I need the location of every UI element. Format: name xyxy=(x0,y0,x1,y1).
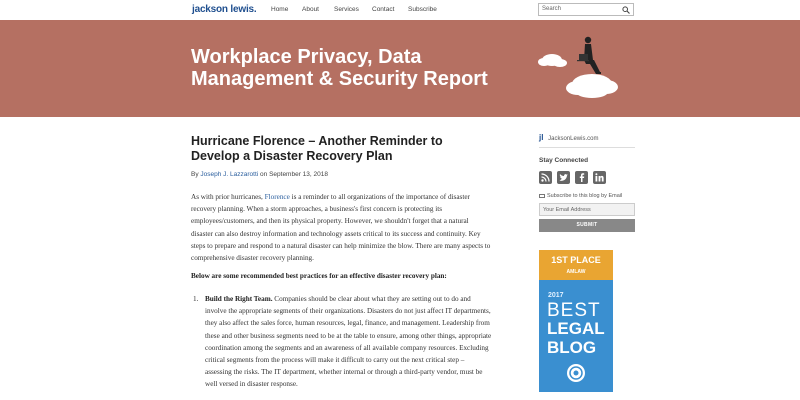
list-item-number: 1. xyxy=(193,295,199,303)
top-nav-bar xyxy=(0,0,800,20)
award-seal-icon xyxy=(565,362,587,384)
badge-org: AMLAW xyxy=(566,269,586,275)
nav-services[interactable]: Services xyxy=(334,6,359,13)
linkedin-icon[interactable] xyxy=(593,171,606,184)
nav-home[interactable]: Home xyxy=(271,6,289,13)
nav-about[interactable]: About xyxy=(302,6,319,13)
rss-icon[interactable] xyxy=(539,171,552,184)
hero-banner xyxy=(0,20,800,117)
nav-contact[interactable]: Contact xyxy=(372,6,395,13)
email-field[interactable] xyxy=(539,203,635,216)
search-placeholder: Search xyxy=(542,6,562,12)
florence-link[interactable]: Florence xyxy=(264,193,290,201)
twitter-icon[interactable] xyxy=(557,171,570,184)
subscribe-note: Subscribe to this blog by Email xyxy=(539,193,622,199)
site-link[interactable]: jl JacksonLewis.com xyxy=(539,133,599,142)
facebook-icon[interactable] xyxy=(575,171,588,184)
badge-line-best: BEST xyxy=(547,300,601,321)
author-link[interactable]: Joseph J. Lazzarotti xyxy=(200,171,259,178)
list-intro: Below are some recommended best practices for an effective disaster recovery plan: xyxy=(191,272,447,280)
person-on-cloud-illustration xyxy=(530,30,630,110)
badge-place: 1ST PLACE xyxy=(551,255,601,265)
badge-line-legal: LEGAL xyxy=(547,319,605,338)
search-icon[interactable] xyxy=(622,6,630,14)
article-byline: By Joseph J. Lazzarotti on September 13, 2018 xyxy=(191,171,328,178)
list-item-body xyxy=(205,293,492,391)
badge-year: 2017 xyxy=(548,292,564,299)
article-title[interactable]: Hurricane Florence – Another Reminder to Develop a Disaster Recovery Plan xyxy=(191,134,443,163)
search-input[interactable] xyxy=(538,3,634,16)
submit-button[interactable]: SUBMIT xyxy=(539,219,635,232)
email-placeholder: Your Email Address xyxy=(543,207,591,213)
envelope-icon xyxy=(539,194,545,198)
article-paragraph: As with prior hurricanes, Florence is a reminder to all organizations of the importance of disaster recovery planning. When a storm approaches, a business's first concern is protecting its employees/customers, and then its physical property. However, we shouldn't forget that a natural disaster can also destroy information and technology assets critical to its success and continuity. Key steps to prepare and respond to a natural disaster can help minimize the blow. There are many aspects to comprehensive disaster recovery planning. xyxy=(191,193,491,263)
jl-logo-icon: jl xyxy=(539,133,544,142)
sidebar-divider xyxy=(539,147,635,148)
badge-line-blog: BLOG xyxy=(547,338,597,357)
stay-connected-heading: Stay Connected xyxy=(539,157,589,164)
badge-body xyxy=(539,280,613,392)
site-logo[interactable]: jackson lewis. xyxy=(192,4,257,15)
list-item-lead: Build the Right Team. xyxy=(205,295,273,303)
nav-subscribe[interactable]: Subscribe xyxy=(408,6,437,13)
award-badge[interactable] xyxy=(539,250,613,392)
list-item-text: Companies should be clear about what they are setting out to do and involve the appropriate segments of their organizations. Disasters do not just affect IT departments, they also affect the sales force, human resources, legal, finance, and management. Leadership from these and other business segments need to be at the table to ensure, among other things, appropriate coordination among the segments and an awareness of all available company resources. Excluding critical segments from the process will make it difficult to carry out the next critical step – assessing the risks. The IT department, whether internal or through a third-party vendor, must be well versed in disaster response. xyxy=(205,295,492,389)
blog-title[interactable]: Workplace Privacy, Data Management & Security Report xyxy=(191,46,488,90)
